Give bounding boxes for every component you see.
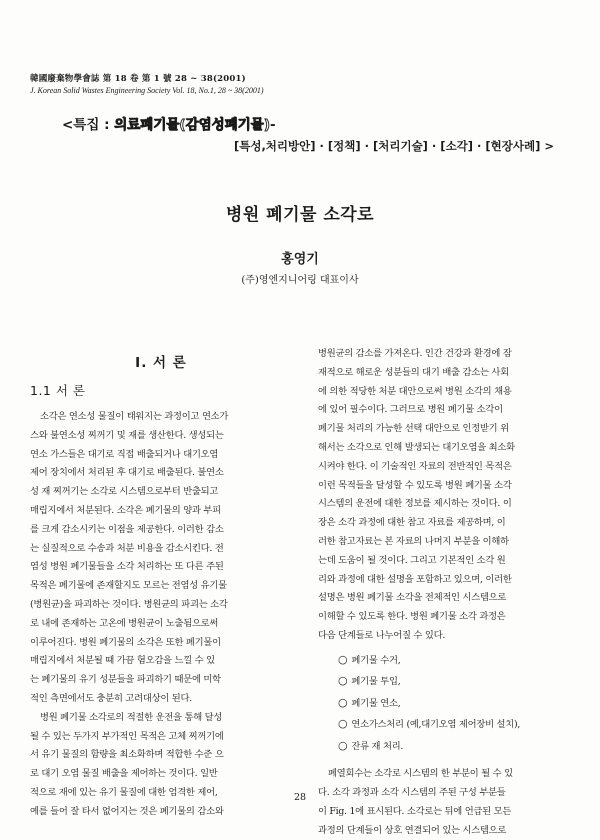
text-line: 이해할 수 있도록 한다. 병원 폐기물 소각 과정은 <box>318 611 506 623</box>
text-line: 매립지에서 처분된다. 소각은 폐기물의 양과 부피 <box>30 504 221 516</box>
text-line: 병원균의 감소를 가져온다. 인간 건강과 환경에 잠 <box>318 348 512 359</box>
step-label: 잔류 재 처리. <box>351 740 404 752</box>
text-line: 매립지에서 처분될 때 가끔 혐오감을 느낄 수 있 <box>30 655 215 667</box>
author-affiliation: (주)영엔지니어링 대표이사 <box>241 275 359 286</box>
list-item <box>318 650 576 672</box>
step-label: 폐기물 투입, <box>351 676 401 688</box>
special-issue-title: 의료폐기물(감염성폐기물) <box>114 117 270 133</box>
text-line: 에 있어 필수이다. 그러므로 병원 폐기물 소각이 <box>318 404 503 416</box>
right-column-text <box>318 345 576 840</box>
text-line: 설명은 병원 폐기물 소각을 전체적인 시스템으로 <box>318 592 507 604</box>
circle-bullet-icon: ○ <box>338 738 348 752</box>
process-steps-list <box>318 650 576 758</box>
step-label: 폐기물 연소, <box>351 697 401 709</box>
list-item <box>318 671 576 693</box>
text-line: 폐열회수는 소각로 시스템의 한 부분이 될 수 있 <box>328 768 513 780</box>
text-line: 러한 참고자료는 본 자료의 나머지 부분을 이해하 <box>318 535 509 547</box>
text-line: 목적은 폐기물에 존재할지도 모르는 전염성 유기물 <box>30 580 227 592</box>
text-line: 소각은 연소성 물질이 태워지는 과정이고 연소가 <box>40 411 229 422</box>
text-line: 는 실질적으로 수송과 처분 비용을 감소시킨다. 전 <box>30 542 224 554</box>
special-issue-suffix: - <box>270 117 276 133</box>
subsection-heading: 1.1 서 론 <box>30 383 86 398</box>
text-line: 리와 과정에 대한 설명을 포함하고 있으며, 이러한 <box>318 573 512 585</box>
text-line: 다. 소각 과정과 소각 시스템의 주된 구성 부분들 <box>318 787 506 799</box>
text-line: 재적으로 해로운 성분들의 대기 배출 감소는 사회 <box>318 366 509 378</box>
text-line: 과정의 단계들이 상호 연결되어 있는 시스템으로 <box>318 824 507 836</box>
text-line: 연소 가스들은 대기로 직접 배출되거나 대기오염 <box>30 448 219 460</box>
text-line: 염성 병원 폐기물들을 소각 처리하는 또 다른 주된 <box>30 561 224 573</box>
text-line: 적으로 재에 있는 유기 물질에 대한 엄격한 제어, <box>30 786 218 798</box>
article-author: 홍영기 <box>281 252 319 267</box>
text-line: 적인 측면에서도 충분히 고려대상이 된다. <box>30 692 192 704</box>
text-line: 될 수 있는 두가지 부가적인 목적은 고체 찌꺼기에 <box>30 730 224 742</box>
left-column-text <box>30 408 298 822</box>
article-title: 병원 폐기물 소각로 <box>225 205 375 225</box>
text-line: 서 유기 물질의 함량을 최소화하며 적합한 수준 으 <box>30 749 224 761</box>
text-line: 는데 도움이 될 것이다. 그리고 기본적인 소각 원 <box>318 554 506 566</box>
circle-bullet-icon: ○ <box>338 652 348 666</box>
text-line: 제어 장치에서 처리된 후 대기로 배출된다. 불연소 <box>30 467 224 479</box>
text-line: 스와 불연소성 찌꺼기 및 재를 생산한다. 생성되는 <box>30 429 224 441</box>
text-line: 다음 단계들로 나누어질 수 있다. <box>318 629 446 641</box>
circle-bullet-icon: ○ <box>338 717 348 731</box>
section-heading: Ⅰ. 서 론 <box>135 355 187 371</box>
text-line: 로 대기 오염 물질 배출을 제어하는 것이다. 일반 <box>30 768 218 780</box>
list-item <box>318 736 576 758</box>
text-line: 이런 목적들을 달성할 수 있도록 병원 폐기물 소각 <box>318 479 512 491</box>
text-line: 성 재 찌꺼기는 소각로 시스템으로부터 반출되고 <box>30 486 219 498</box>
circle-bullet-icon: ○ <box>338 674 348 688</box>
text-line: 시스템의 운전에 대한 정보를 제시하는 것이다. 이 <box>318 498 512 510</box>
special-issue-tags: [특성,처리방안] · [정책] · [처리기술] · [소각] · [현장사례] > <box>233 139 554 153</box>
text-line: 는 폐기물의 유기 성분들을 파괴하기 때문에 미학 <box>30 674 221 686</box>
step-label: 연소가스처리 (예,대기오염 제어장비 설치), <box>351 719 521 731</box>
text-line: 에 의한 적당한 처분 대안으로써 병원 소각의 채용 <box>318 385 512 397</box>
text-line: 폐기물 처리의 가능한 선택 대안으로 인정받기 위 <box>318 423 509 435</box>
text-line: (병원균)을 파괴하는 것이다. 병원균의 파괴는 소각 <box>30 598 228 610</box>
circle-bullet-icon: ○ <box>338 695 348 709</box>
special-issue-heading <box>62 113 276 133</box>
text-line: 이 Fig. 1에 표시된다. 소각로는 뒤에 언급된 모든 <box>318 805 512 817</box>
list-item <box>318 693 576 715</box>
list-item <box>318 714 576 736</box>
journal-header-english: J. Korean Solid Wastes Engineering Society Vol. 18, No.1, 28 ~ 38(2001) <box>30 86 264 95</box>
special-issue-prefix: <특집 : <box>62 117 115 133</box>
text-line: 시켜야 한다. 이 기술적인 자료의 전반적인 목적은 <box>318 460 512 472</box>
text-line: 병원 폐기물 소각로의 적절한 운전을 통해 달성 <box>40 711 223 723</box>
text-line: 이루어진다. 병원 폐기물의 소각은 또한 폐기물이 <box>30 636 221 648</box>
text-line: 예를 들어 잘 타서 없어지는 것은 폐기물의 감소와 <box>30 805 224 817</box>
text-line: 로 내에 존재하는 고온에 병원균이 노출됨으로써 <box>30 617 219 629</box>
text-line: 해서는 소각으로 인해 발생되는 대기오염을 최소화 <box>318 441 515 453</box>
page-number: 28 <box>293 792 307 803</box>
text-line: 장은 소각 과정에 대한 참고 자료를 제공하며, 이 <box>318 517 506 529</box>
journal-header-korean: 韓國廢棄物學會誌 第 18 卷 第 1 號 28 ~ 38(2001) <box>30 74 246 84</box>
step-label: 폐기물 수거, <box>351 654 401 666</box>
text-line: 를 크게 감소시키는 이점을 제공한다. 이러한 감소 <box>30 523 224 535</box>
